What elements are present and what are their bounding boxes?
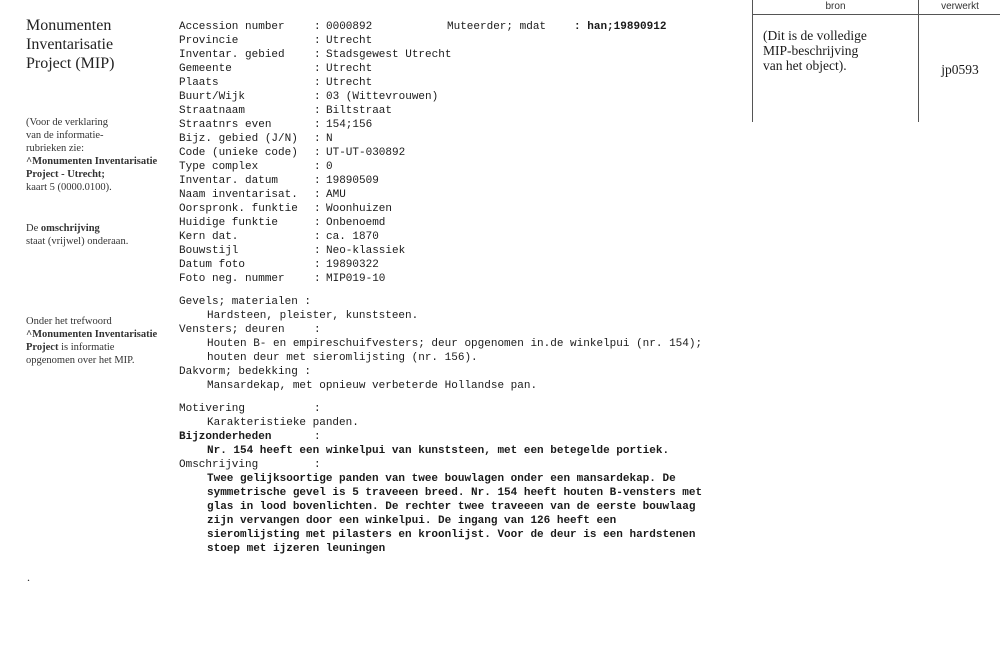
- mutation-info: Muteerder; mdat : han;19890912: [447, 21, 667, 33]
- field-separator: :: [314, 245, 321, 257]
- bron-header: bron: [753, 0, 919, 14]
- sidebar: [26, 16, 171, 366]
- bron-text: (Dit is de volledige MIP-beschrijving van het object).: [753, 15, 919, 122]
- field-row: [179, 118, 749, 132]
- field-value: Woonhuizen: [326, 203, 393, 215]
- field-separator: :: [314, 147, 321, 159]
- field-row: [179, 76, 749, 90]
- field-label: Accession number: [179, 21, 285, 33]
- record: [179, 20, 749, 556]
- field-row: [179, 34, 749, 48]
- field-value: 154;156: [326, 119, 373, 131]
- field-label: Datum foto: [179, 259, 246, 271]
- field-label: Plaats: [179, 77, 219, 89]
- field-label: Type complex: [179, 161, 259, 173]
- field-row: [179, 48, 749, 62]
- field-separator: :: [314, 77, 321, 89]
- field-separator: :: [314, 119, 321, 131]
- field-label: Bijz. gebied (J/N): [179, 133, 298, 145]
- field-label: Naam inventarisat.: [179, 189, 298, 201]
- field-value: AMU: [326, 189, 346, 201]
- field-label: Oorspronk. funktie: [179, 203, 298, 215]
- field-label: Bouwstijl: [179, 245, 239, 257]
- field-value: ca. 1870: [326, 231, 379, 243]
- field-separator: :: [314, 35, 321, 47]
- source-header: [753, 0, 1000, 15]
- field-separator: :: [314, 63, 321, 75]
- field-row: [179, 160, 749, 174]
- field-label: Foto neg. nummer: [179, 273, 285, 285]
- field-row: [179, 132, 749, 146]
- field-row: [179, 62, 749, 76]
- field-value: Utrecht: [326, 63, 373, 75]
- field-separator: :: [314, 231, 321, 243]
- field-separator: :: [314, 21, 321, 33]
- field-label: Gemeente: [179, 63, 232, 75]
- field-separator: :: [314, 217, 321, 229]
- field-label: Kern dat.: [179, 231, 239, 243]
- field-row: [179, 230, 749, 244]
- field-label: Straatnaam: [179, 105, 246, 117]
- field-value: Utrecht: [326, 77, 373, 89]
- field-value: Biltstraat: [326, 105, 393, 117]
- stray-dot: .: [27, 570, 30, 584]
- field-label: Code (unieke code): [179, 147, 298, 159]
- field-row: [179, 272, 749, 286]
- field-value: UT-UT-030892: [326, 147, 406, 159]
- field-label: Huidige funktie: [179, 217, 279, 229]
- field-row: [179, 258, 749, 272]
- field-label: Provincie: [179, 35, 239, 47]
- field-label: Buurt/Wijk: [179, 91, 246, 103]
- description-note: De omschrijving staat (vrijwel) onderaan.: [26, 223, 129, 247]
- mip-title: Monumenten Inventarisatie Project (MIP): [26, 17, 115, 72]
- section-bijzonderheden: Bijzonderheden : Nr. 154 heeft een winkelpui van kunststeen, met een betegelde portiek.: [179, 431, 670, 457]
- field-row: [179, 188, 749, 202]
- field-separator: :: [314, 133, 321, 145]
- field-row: [179, 146, 749, 160]
- verwerkt-header: verwerkt: [941, 1, 979, 12]
- field-separator: :: [314, 175, 321, 187]
- field-value: 0: [326, 161, 333, 173]
- field-list: [179, 20, 749, 286]
- field-row: [179, 104, 749, 118]
- field-value: Onbenoemd: [326, 217, 386, 229]
- field-value: 0000892: [326, 21, 373, 33]
- field-label: Straatnrs even: [179, 119, 272, 131]
- field-label: Inventar. datum: [179, 175, 279, 187]
- section-omschrijving: Omschrijving : Twee gelijksoortige panden van twee bouwlagen onder een mansardekap. De symmetrische gevel is 5 traveeen breed. Nr. 154 heeft houten B-vensters met glas in lood bovenlichten. De rechter twee traveeen van de eerste bouwlaag zijn vervangen door een winkelpui. De ingang van 126 heeft een sieromlijsting met pilasters en kroonlijst. Voor de deur is een hardstenen stoep met ijzeren leuningen: [179, 459, 703, 555]
- explanation-note: (Voor de verklaring van de informatie- rubrieken zie: ^Monumenten Inventarisatie Project - Utrecht; kaart 5 (0000.0100).: [26, 117, 158, 193]
- field-row: [179, 202, 749, 216]
- field-value: N: [326, 133, 333, 145]
- field-separator: :: [314, 161, 321, 173]
- source-box: [752, 0, 1000, 122]
- field-separator: :: [314, 91, 321, 103]
- field-separator: :: [314, 273, 321, 285]
- verwerkt-text: jp0593: [941, 62, 979, 77]
- section-dakvorm: Dakvorm; bedekking : Mansardekap, met opnieuw verbeterde Hollandse pan.: [179, 366, 538, 392]
- field-separator: :: [314, 105, 321, 117]
- field-row: [179, 244, 749, 258]
- field-separator: :: [314, 203, 321, 215]
- field-value: MIP019-10: [326, 273, 386, 285]
- section-gevels: Gevels; materialen : Hardsteen, pleister, kunststeen.: [179, 296, 419, 322]
- field-value: 19890322: [326, 259, 379, 271]
- field-separator: :: [314, 259, 321, 271]
- field-value: 19890509: [326, 175, 379, 187]
- keyword-note: Onder het trefwoord ^Monumenten Inventarisatie Project is informatie opgenomen over het MIP.: [26, 316, 158, 366]
- field-separator: :: [314, 49, 321, 61]
- field-separator: :: [314, 189, 321, 201]
- section-motivering: Motivering : Karakteristieke panden.: [179, 403, 359, 429]
- field-row: [179, 216, 749, 230]
- field-value: Neo-klassiek: [326, 245, 406, 257]
- field-row: [179, 90, 749, 104]
- field-row: [179, 174, 749, 188]
- source-body: [753, 15, 1000, 122]
- field-value: Stadsgewest Utrecht: [326, 49, 452, 61]
- field-value: 03 (Wittevrouwen): [326, 91, 439, 103]
- field-label: Inventar. gebied: [179, 49, 285, 61]
- field-value: Utrecht: [326, 35, 373, 47]
- section-vensters: Vensters; deuren : Houten B- en empireschuifvesters; deur opgenomen in.de winkelpui (nr. 154); houten deur met sieromlijsting (nr. 156).: [179, 324, 703, 364]
